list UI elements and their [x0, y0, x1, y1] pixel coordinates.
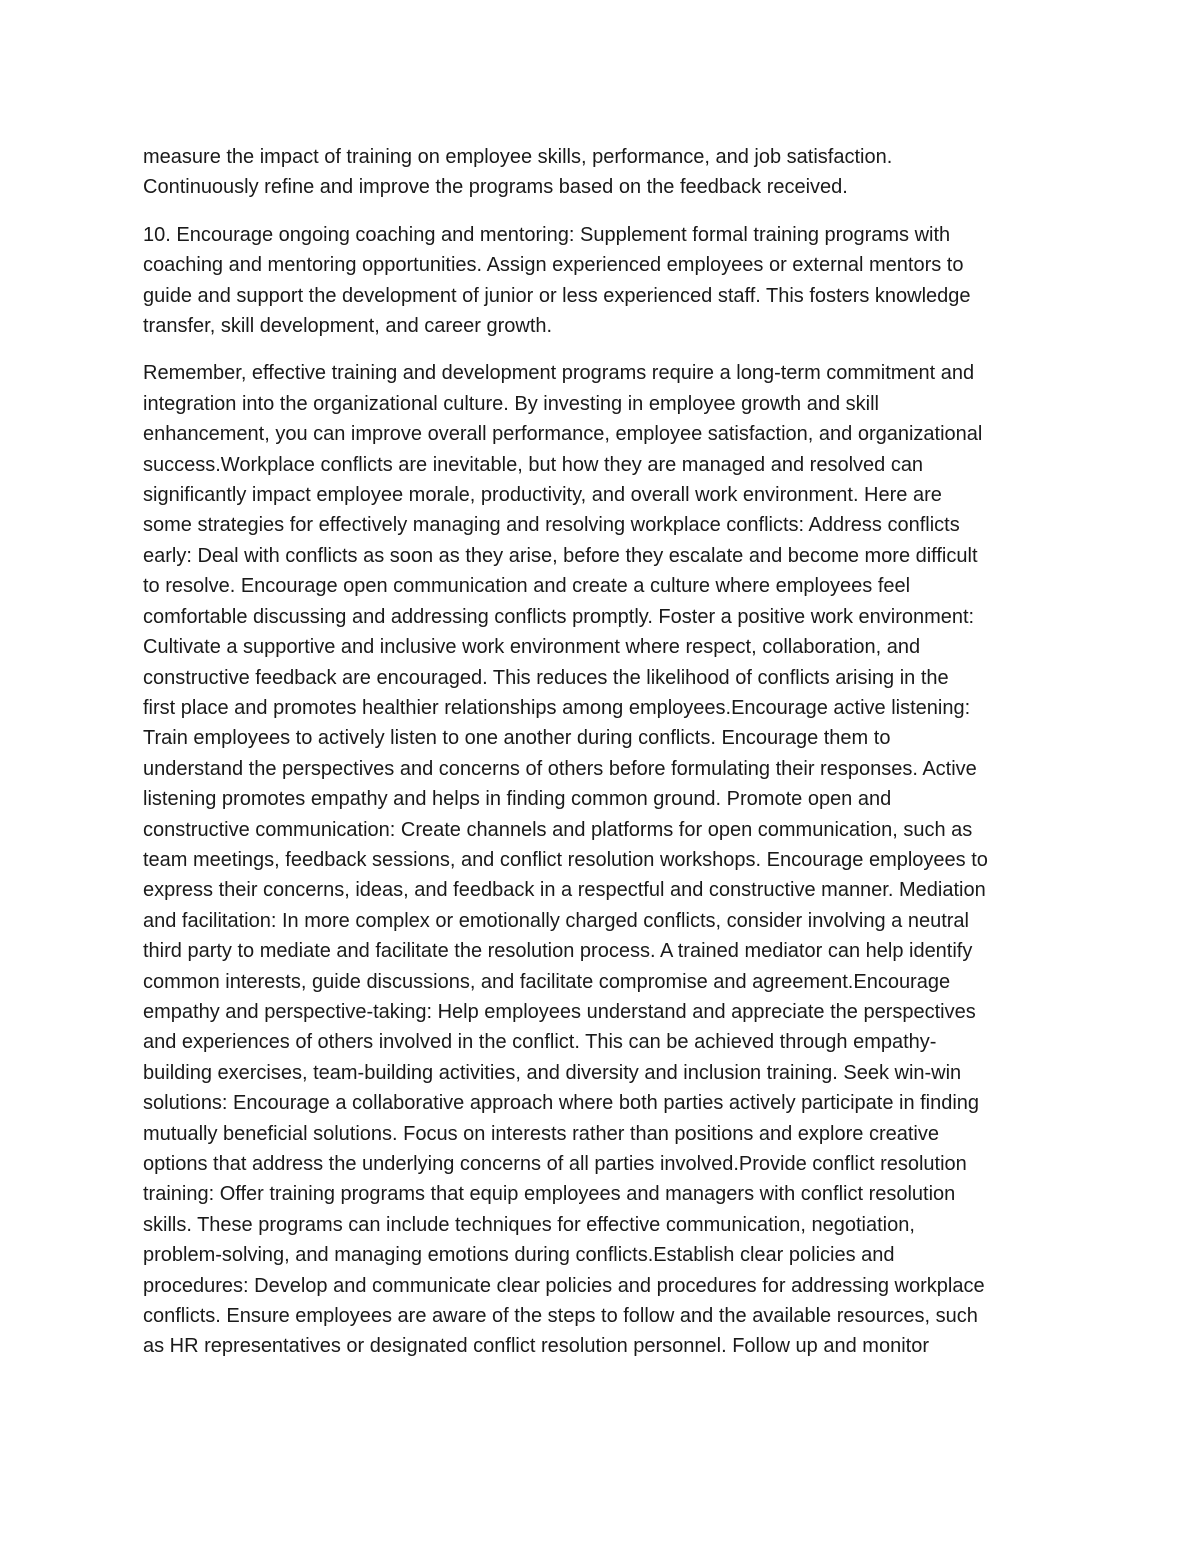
paragraph-training-evaluation — [143, 142, 1068, 203]
text-line: and facilitation: In more complex or emotionally charged conflicts, consider involving a neutral — [143, 909, 969, 932]
text-line: transfer, skill development, and career growth. — [143, 315, 553, 338]
text-line: listening promotes empathy and helps in finding common ground. Promote open and — [143, 788, 892, 811]
text-line: measure the impact of training on employee skills, performance, and job satisfaction. — [143, 146, 893, 168]
text-line: constructive communication: Create channels and platforms for open communication, such as — [143, 818, 973, 841]
text-line: 10. Encourage ongoing coaching and mentoring: Supplement formal training programs with — [143, 223, 951, 246]
text-line: comfortable discussing and addressing conflicts promptly. Foster a positive work environment: — [143, 605, 975, 628]
text-line: Remember, effective training and development programs require a long-term commitment and — [143, 362, 975, 385]
text-line: options that address the underlying concerns of all parties involved.Provide conflict resolution — [143, 1153, 967, 1175]
text-line: training: Offer training programs that equip employees and managers with conflict resolution — [143, 1183, 956, 1206]
text-line: mutually beneficial solutions. Focus on interests rather than positions and explore creative — [143, 1122, 939, 1145]
text-line: and experiences of others involved in the conflict. This can be achieved through empathy- — [143, 1031, 937, 1054]
text-line: success.Workplace conflicts are inevitable, but how they are managed and resolved can — [143, 453, 924, 476]
text-line: Cultivate a supportive and inclusive work environment where respect, collaboration, and — [143, 636, 921, 659]
text-line: coaching and mentoring opportunities. Assign experienced employees or external mentors to — [143, 254, 964, 277]
text-line: express their concerns, ideas, and feedback in a respectful and constructive manner. Mediation — [143, 879, 986, 902]
text-line: early: Deal with conflicts as soon as they arise, before they escalate and become more difficult — [143, 544, 978, 567]
paragraph-coaching-mentoring — [143, 220, 1068, 342]
text-line: building exercises, team-building activities, and diversity and inclusion training. Seek win-win — [143, 1061, 962, 1084]
text-line: procedures: Develop and communicate clear policies and procedures for addressing workplace — [143, 1274, 985, 1297]
text-line: guide and support the development of junior or less experienced staff. This fosters knowledge — [143, 284, 971, 307]
text-line: Continuously refine and improve the programs based on the feedback received. — [143, 176, 848, 199]
text-line: problem-solving, and managing emotions during conflicts.Establish clear policies and — [143, 1244, 895, 1267]
text-line: third party to mediate and facilitate the resolution process. A trained mediator can help identify — [143, 940, 973, 963]
text-line: first place and promotes healthier relationships among employees.Encourage active listening: — [143, 696, 971, 719]
text-line: as HR representatives or designated conflict resolution personnel. Follow up and monitor — [143, 1335, 929, 1358]
text-line: some strategies for effectively managing and resolving workplace conflicts: Address conflicts — [143, 514, 960, 537]
paragraph-conflict-management — [143, 358, 1068, 1361]
text-line: understand the perspectives and concerns of others before formulating their responses. Active — [143, 757, 977, 780]
text-line: constructive feedback are encouraged. This reduces the likelihood of conflicts arising in the — [143, 666, 949, 689]
text-line: enhancement, you can improve overall performance, employee satisfaction, and organizational — [143, 423, 983, 446]
document-body — [143, 142, 1068, 1379]
text-line: team meetings, feedback sessions, and conflict resolution workshops. Encourage employees to — [143, 848, 988, 871]
text-line: solutions: Encourage a collaborative approach where both parties actively participate in finding — [143, 1092, 980, 1115]
text-line: to resolve. Encourage open communication and create a culture where employees feel — [143, 575, 911, 598]
text-line: integration into the organizational culture. By investing in employee growth and skill — [143, 392, 879, 415]
text-line: significantly impact employee morale, productivity, and overall work environment. Here are — [143, 484, 942, 507]
text-line: Train employees to actively listen to one another during conflicts. Encourage them to — [143, 727, 891, 750]
text-line: common interests, guide discussions, and facilitate compromise and agreement.Encourage — [143, 970, 951, 993]
text-line: skills. These programs can include techniques for effective communication, negotiation, — [143, 1213, 915, 1236]
text-line: empathy and perspective-taking: Help employees understand and appreciate the perspectives — [143, 1000, 976, 1023]
text-line: conflicts. Ensure employees are aware of the steps to follow and the available resources, such — [143, 1305, 978, 1328]
